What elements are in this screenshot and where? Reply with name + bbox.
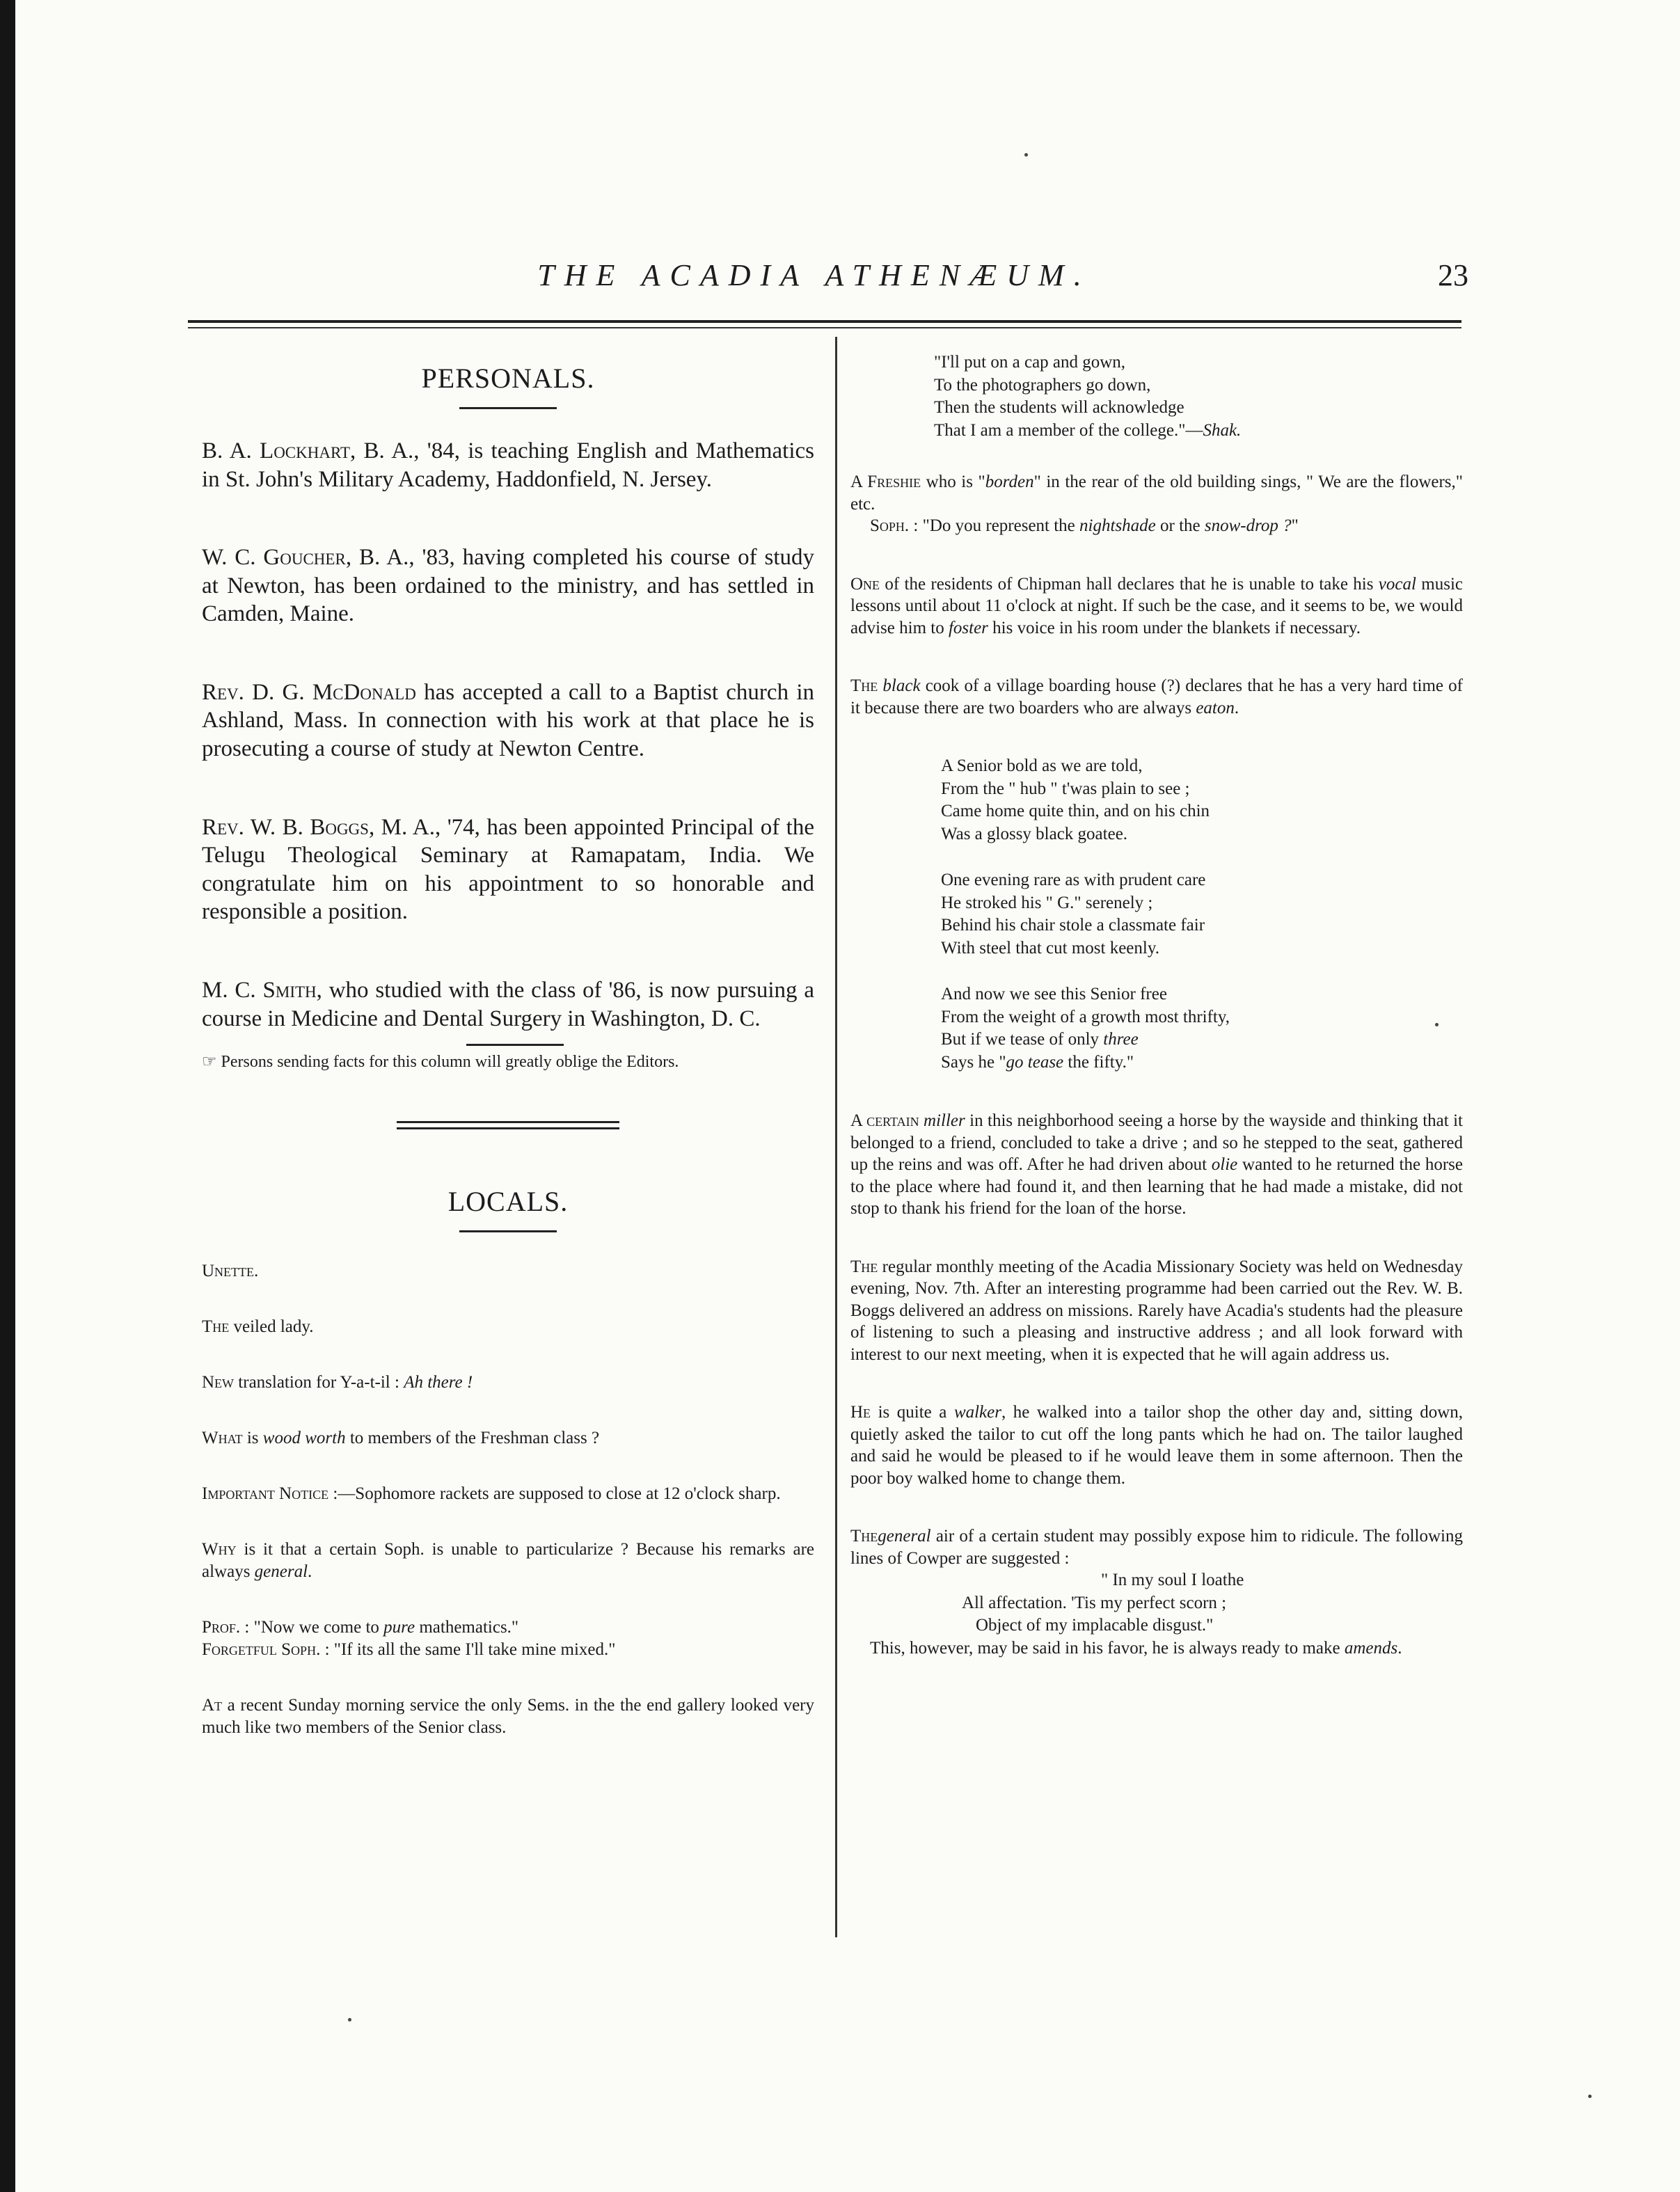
local-text: to members of the Freshman class ? — [345, 1428, 600, 1447]
local-lead: Forgetful Soph. — [202, 1639, 321, 1659]
local-italic: vocal — [1378, 574, 1416, 594]
local-text: mathematics." — [415, 1617, 519, 1637]
poem-line: One evening rare as with prudent care — [941, 871, 1206, 889]
local-lead: At — [202, 1695, 223, 1715]
local-text: veiled lady. — [229, 1317, 314, 1336]
personal-text: , B. A., '83, having completed his course of study at Newton, has been ordained to the ministry, and has settled in Camden, Maine. — [202, 545, 814, 627]
local-prof — [202, 1617, 814, 1639]
local-text: his voice in his room under the blankets if necessary. — [988, 618, 1361, 637]
local-lead: Why — [202, 1539, 237, 1559]
local-text: translation for Y-a-t-il : — [234, 1372, 404, 1392]
personal-text: , M. A., '74, has been appointed Principal of the Telugu Theological Seminary at Ramapatam, India. We congratulate him on his appointment to so honorable and responsible a position. — [202, 814, 814, 925]
verse-line — [934, 420, 1463, 443]
local-text: is it that a certain Soph. is unable to particularize ? Because his remarks are always — [202, 1539, 814, 1581]
local-italic: foster — [948, 618, 988, 637]
local-lead: One — [850, 574, 880, 594]
poem-text: But if we tease of only — [941, 1030, 1104, 1049]
local-chipman-hall — [850, 573, 1463, 640]
local-italic: miller — [924, 1111, 965, 1130]
poem-line — [941, 1029, 1463, 1051]
local-text: . — [1234, 698, 1239, 717]
editors-note: ☞ Persons sending facts for this column will greatly oblige the Editors. — [202, 1053, 679, 1072]
personal-item-goucher — [202, 543, 814, 628]
poem-line: Behind his chair stole a classmate fair — [941, 916, 1205, 935]
running-head — [160, 257, 1468, 306]
local-italic: olie — [1211, 1155, 1238, 1174]
local-text: music lessons until about 11 o'clock at night. If such be the case, and it seems to be, we would advise him to — [850, 574, 1463, 637]
cowper-quote — [850, 1569, 1463, 1637]
verse-line: Then the students will acknowledge — [934, 398, 1184, 417]
local-lead: The — [850, 1257, 878, 1276]
verse-line: "I'll put on a cap and gown, — [934, 353, 1126, 372]
journal-title: THE ACADIA ATHENÆUM. — [537, 258, 1091, 292]
local-text: a recent Sunday morning service the only Sems. in the the end gallery looked very much like two members of the Senior class. — [202, 1695, 814, 1737]
local-lead: The — [202, 1317, 230, 1336]
local-text: : "Do you represent the — [909, 516, 1080, 535]
local-text: " — [1291, 516, 1299, 535]
local-lead: He — [850, 1403, 871, 1422]
person-name: Rev. W. B. Boggs — [202, 814, 369, 840]
scan-speck — [348, 2018, 351, 2022]
person-name: W. C. Goucher — [202, 545, 346, 571]
personal-item-lockhart — [202, 437, 814, 493]
page-number: 23 — [1438, 258, 1468, 292]
poem-line: Was a glossy black goatee. — [941, 824, 1128, 843]
verse-text: That I am a member of the college."— — [934, 420, 1203, 440]
poem-stanza-3 — [941, 983, 1463, 1074]
local-text: is quite a — [871, 1403, 954, 1422]
verse-cap-and-gown — [934, 351, 1463, 442]
page-spine-shadow — [0, 0, 15, 2192]
header-rule — [188, 320, 1461, 323]
local-important-notice — [202, 1483, 814, 1505]
note-rule — [466, 1044, 564, 1046]
local-lead: New — [202, 1372, 235, 1392]
quote-line: Object of my implacable disgust." — [976, 1616, 1214, 1635]
scan-speck — [1024, 153, 1028, 157]
local-text: . — [1397, 1638, 1402, 1658]
quote-line: All affectation. 'Tis my perfect scorn ; — [962, 1593, 1227, 1612]
local-italic: snow-drop ? — [1204, 516, 1292, 535]
local-sunday-service — [202, 1694, 814, 1739]
poem-line: With steel that cut most keenly. — [941, 938, 1159, 958]
local-text: regular monthly meeting of the Acadia Missionary Society was held on Wednesday evening, Nov. 7th. After an interesting programme had been carried out the Rev. W. B. Boggs delivered an address on missions. Rarely have Acadia's students had the pleasure of listening to such a pleasing and instructive address ; and all look forward with interest to our next meeting, when it is expected that he will again address us. — [850, 1257, 1463, 1364]
local-unette — [202, 1260, 814, 1282]
local-italic: amends — [1344, 1638, 1398, 1658]
local-text: cook of a village boarding house (?) declares that he has a very hard time of it because there are two boarders who are always — [850, 676, 1463, 717]
local-general-air — [850, 1525, 1463, 1569]
poem-italic: go tease — [1006, 1052, 1064, 1072]
person-name: Rev. D. G. McDonald — [202, 679, 416, 705]
local-italic: Ah there ! — [404, 1372, 473, 1392]
poem-line: He stroked his " G." serenely ; — [941, 893, 1153, 912]
local-soph-reply — [850, 515, 1463, 537]
scan-speck — [1435, 1023, 1439, 1026]
poem-line: And now we see this Senior free — [941, 985, 1167, 1003]
poem-line: Came home quite thin, and on his chin — [941, 802, 1210, 820]
poem-text: Says he " — [941, 1052, 1006, 1072]
verse-line: To the photographers go down, — [934, 375, 1151, 395]
local-walker — [850, 1401, 1463, 1489]
local-text: , he walked into a tailor shop the other day and, sitting down, quietly asked the tailor to cut off the long pants which he had on. The tailor laughed and said he would be pleased to if he would leave them in some afternoon. Then the poor boy walked home to change them. — [850, 1403, 1463, 1488]
poem-line: From the " hub " t'was plain to see ; — [941, 779, 1190, 798]
poem-text: the fifty." — [1063, 1052, 1134, 1072]
section-double-rule — [397, 1121, 619, 1129]
poem-line: From the weight of a growth most thrifty, — [941, 1007, 1230, 1026]
personal-item-boggs — [202, 813, 814, 926]
personals-rule — [459, 407, 557, 409]
local-italic: general — [254, 1562, 308, 1581]
personal-text: , who studied with the class of '86, is now pursuing a course in Medicine and Dental Surgery in Washington, D. C. — [202, 977, 814, 1031]
local-text: . — [308, 1562, 312, 1581]
local-translation — [202, 1372, 814, 1394]
local-italic: borden — [985, 472, 1034, 491]
local-italic: black — [882, 676, 921, 695]
header-rule-thin — [188, 327, 1461, 328]
local-text: This, however, may be said in his favor, he is always ready to make — [870, 1638, 1345, 1658]
verse-attribution: Shak. — [1203, 420, 1242, 440]
local-italic: nightshade — [1079, 516, 1156, 535]
scan-speck — [1588, 2095, 1592, 2098]
local-text: :—Sophomore rackets are supposed to close at 12 o'clock sharp. — [328, 1484, 781, 1503]
local-italic: walker — [953, 1403, 1001, 1422]
column-divider — [835, 337, 837, 1937]
local-lead: Prof. — [202, 1617, 241, 1637]
local-lead: Soph. — [870, 516, 910, 535]
person-name: B. A. Lockhart — [202, 438, 350, 463]
local-miller — [850, 1110, 1463, 1220]
person-name: M. C. Smith — [202, 977, 317, 1003]
local-particularize — [202, 1539, 814, 1583]
poem-italic: three — [1103, 1030, 1139, 1049]
local-text: " in the rear of the old building sings, " We are the flowers," etc. — [850, 472, 1463, 514]
personal-item-smith — [202, 976, 814, 1033]
local-text: wanted to he returned the horse to the place where had found it, and then learning that he had made a mistake, did not stop to thank his friend for the loan of the horse. — [850, 1155, 1463, 1218]
local-text: who is " — [921, 472, 985, 491]
personal-item-mcdonald — [202, 678, 814, 763]
local-lead: A Freshie — [850, 472, 921, 491]
personal-text: , B. A., '84, is teaching English and Mathematics in St. John's Military Academy, Haddonfield, N. Jersey. — [202, 438, 815, 492]
local-lead: What — [202, 1428, 243, 1447]
local-text: or the — [1155, 516, 1205, 535]
local-text: : "Now we come to — [240, 1617, 384, 1637]
local-missionary-society — [850, 1256, 1463, 1366]
quote-line: " In my soul I loathe — [1101, 1571, 1244, 1589]
local-lead: The — [850, 676, 878, 695]
locals-heading: LOCALS. — [447, 1185, 569, 1217]
left-column — [202, 355, 814, 1772]
local-black-cook — [850, 675, 1463, 719]
personals-heading: PERSONALS. — [421, 363, 595, 394]
local-text: is — [242, 1428, 263, 1447]
poem-line: A Senior bold as we are told, — [941, 756, 1143, 775]
local-lead: A certain — [850, 1111, 919, 1130]
local-text: in this neighborhood seeing a horse by the wayside and thinking that it belonged to a friend, concluded to take a drive ; and so he stepped to the seat, gathered up the reins and was off. After he had driven about — [850, 1111, 1463, 1174]
personal-text: has accepted a call to a Baptist church in Ashland, Mass. In connection with his work at that place he is prosecuting a course of study at Newton Centre. — [202, 679, 814, 762]
local-forgetful-soph — [202, 1639, 814, 1661]
local-veiled-lady — [202, 1316, 814, 1338]
local-italic: wood worth — [262, 1428, 346, 1447]
local-italic: eaton — [1196, 698, 1235, 717]
poem-stanza-2 — [941, 869, 1463, 960]
local-text: of the residents of Chipman hall declares that he is unable to take his — [880, 574, 1379, 594]
local-text: : "If its all the same I'll take mine mixed." — [320, 1639, 616, 1659]
local-lead: Important Notice — [202, 1484, 329, 1503]
right-column — [850, 351, 1463, 1695]
local-text: Unette. — [202, 1261, 259, 1280]
local-wood-worth — [202, 1427, 814, 1450]
poem-stanza-1 — [941, 755, 1463, 845]
local-lead: The — [850, 1527, 878, 1546]
local-italic: general — [878, 1527, 931, 1546]
local-text: air of a certain student may possibly expose him to ridicule. The following lines of Cowper are suggested : — [850, 1527, 1463, 1568]
local-freshie — [850, 471, 1463, 515]
local-amends — [850, 1637, 1463, 1660]
local-italic: pure — [383, 1617, 415, 1637]
poem-line — [941, 1051, 1463, 1074]
locals-rule — [459, 1230, 557, 1232]
